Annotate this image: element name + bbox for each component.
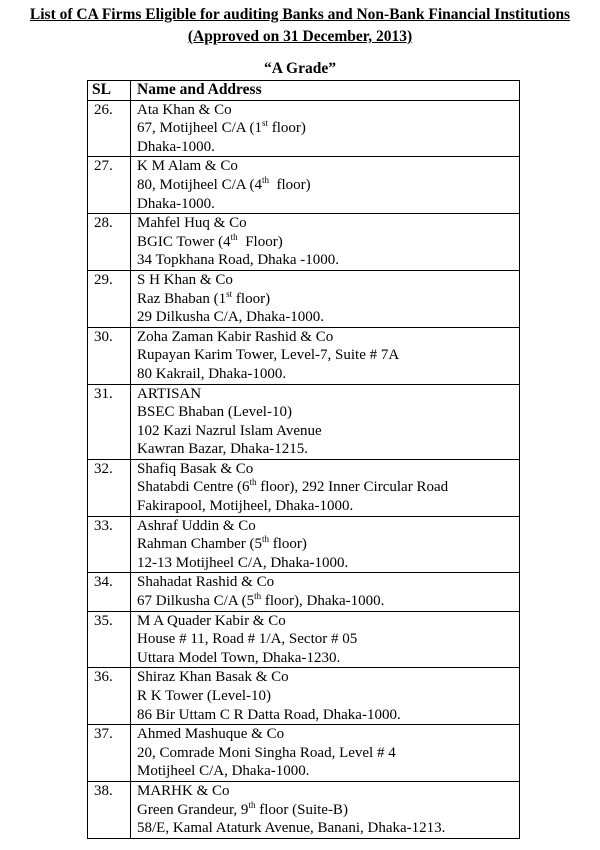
text-segment: floor) [232,290,271,307]
text-segment: Shiraz Khan Basak & Co [137,669,289,686]
address-line [137,422,519,441]
serial-number: 38. [88,781,131,838]
text-segment: House # 11, Road # 1/A, Sector # 05 [137,631,358,648]
table-row [88,100,520,157]
serial-number: 27. [88,157,131,214]
firm-name-address [131,781,520,838]
address-line [137,554,519,573]
firm-name [137,517,519,536]
header-name-address: Name and Address [131,81,520,101]
firms-table [87,80,520,839]
text-segment: 34 Topkhana Road, Dhaka -1000. [137,252,339,269]
firm-name [137,385,519,404]
table-row [88,214,520,271]
firm-name [137,157,519,176]
serial-number: 33. [88,516,131,573]
ordinal-suffix: th [249,477,257,488]
text-segment: Shatabdi Centre (6 [137,479,250,496]
table-row [88,668,520,725]
firm-name-address [131,516,520,573]
text-segment: Ashraf Uddin & Co [137,517,256,534]
text-segment: floor) [268,536,307,553]
text-segment: M A Quader Kabir & Co [137,612,286,629]
serial-number: 31. [88,384,131,459]
table-row [88,781,520,838]
firm-name [137,460,519,479]
firm-name-address [131,459,520,516]
text-segment: 12-13 Motijheel C/A, Dhaka-1000. [137,554,349,571]
address-line [137,687,519,706]
text-segment: Ahmed Mashuque & Co [137,726,285,743]
text-segment: Shafiq Basak & Co [137,460,254,477]
text-segment: MARHK & Co [137,782,230,799]
serial-number: 36. [88,668,131,725]
address-line [137,478,519,497]
address-line [137,649,519,668]
text-segment: 67 Dilkusha C/A (5 [137,593,255,610]
text-segment: Ata Khan & Co [137,101,232,118]
text-segment: floor) [269,176,311,193]
ordinal-suffix: st [226,288,233,299]
text-segment: Motijheel C/A, Dhaka-1000. [137,763,310,780]
address-line [137,801,519,820]
ordinal-suffix: th [261,534,269,545]
serial-number: 30. [88,327,131,384]
table-row [88,516,520,573]
text-segment: K M Alam & Co [137,158,238,175]
address-line [137,290,519,309]
address-line [137,706,519,725]
address-line [137,535,519,554]
text-segment: Kawran Bazar, Dhaka-1215. [137,441,308,458]
address-line [137,592,519,611]
ordinal-suffix: th [254,591,262,602]
firm-name-address [131,157,520,214]
table-row [88,725,520,782]
text-segment: 80 Kakrail, Dhaka-1000. [137,365,287,382]
text-segment: Mahfel Huq & Co [137,215,247,232]
text-segment: 67, Motijheel C/A (1 [137,120,262,137]
address-line [137,233,519,252]
address-line [137,762,519,781]
ordinal-suffix: th [248,799,256,810]
serial-number: 32. [88,459,131,516]
text-segment: floor) [268,120,306,137]
text-segment: ARTISAN [137,385,202,402]
serial-number: 28. [88,214,131,271]
firm-name-address [131,327,520,384]
text-segment: Dhaka-1000. [137,195,215,212]
address-line [137,251,519,270]
firm-name [137,101,519,120]
address-line [137,497,519,516]
firm-name-address [131,384,520,459]
text-segment: 80, Motijheel C/A (4 [137,176,262,193]
firm-name-address [131,611,520,668]
address-line [137,308,519,327]
firm-name-address [131,668,520,725]
address-line [137,819,519,838]
firm-name [137,214,519,233]
ordinal-suffix: th [262,174,270,185]
text-segment: S H Khan & Co [137,271,233,288]
firm-name-address [131,573,520,611]
firm-name [137,612,519,631]
text-segment: BSEC Bhaban (Level-10) [137,404,292,421]
firm-name [137,668,519,687]
table-header-row [88,81,520,101]
text-segment: Shahadat Rashid & Co [137,574,275,591]
address-line [137,440,519,459]
text-segment: 86 Bir Uttam C R Datta Road, Dhaka-1000. [137,706,401,723]
table-row [88,459,520,516]
text-segment: Zoha Zaman Kabir Rashid & Co [137,328,334,345]
firm-name [137,573,519,592]
serial-number: 29. [88,270,131,327]
address-line [137,403,519,422]
address-line [137,138,519,157]
text-segment: Rupayan Karim Tower, Level-7, Suite # 7A [137,347,400,364]
firm-name [137,725,519,744]
serial-number: 34. [88,573,131,611]
text-segment: floor), 292 Inner Circular Road [256,479,449,496]
text-segment: Raz Bhaban (1 [137,290,227,307]
text-segment: Green Grandeur, 9 [137,801,249,818]
text-segment: 20, Comrade Moni Singha Road, Level # 4 [137,744,396,761]
table-row [88,327,520,384]
grade-heading: “A Grade” [264,60,336,77]
address-line [137,119,519,138]
table-row [88,157,520,214]
text-segment: R K Tower (Level-10) [137,688,272,704]
serial-number: 37. [88,725,131,782]
text-segment: floor (Suite-B) [255,801,348,818]
firm-name [137,328,519,347]
table-row [88,573,520,611]
document-subtitle: (Approved on 31 December, 2013) [187,28,413,45]
text-segment: Fakirapool, Motijheel, Dhaka-1000. [137,498,354,515]
serial-number: 26. [88,100,131,157]
firm-name [137,782,519,801]
firm-name [137,271,519,290]
table-row [88,384,520,459]
ordinal-suffix: st [262,118,269,129]
address-line [137,630,519,649]
firm-name-address [131,270,520,327]
address-line [137,346,519,365]
firm-name-address [131,100,520,157]
firm-name-address [131,725,520,782]
firm-name-address [131,214,520,271]
header-sl: SL [88,81,131,101]
text-segment: Dhaka-1000. [137,138,215,155]
table-row [88,270,520,327]
text-segment: 29 Dilkusha C/A, Dhaka-1000. [137,309,325,326]
text-segment: floor), Dhaka-1000. [261,593,385,610]
address-line [137,365,519,384]
text-segment: Floor) [237,233,283,250]
address-line [137,195,519,214]
serial-number: 35. [88,611,131,668]
document-title: List of CA Firms Eligible for auditing Banks and Non-Bank Financial Institutions [29,6,571,23]
text-segment: Uttara Model Town, Dhaka-1230. [137,649,341,666]
text-segment: Rahman Chamber (5 [137,536,262,553]
address-line [137,744,519,763]
text-segment: 58/E, Kamal Ataturk Avenue, Banani, Dhaka-1213. [137,820,446,837]
text-segment: 102 Kazi Nazrul Islam Avenue [137,422,322,439]
table-row [88,611,520,668]
ordinal-suffix: th [230,231,238,242]
address-line [137,176,519,195]
text-segment: BGIC Tower (4 [137,233,231,250]
